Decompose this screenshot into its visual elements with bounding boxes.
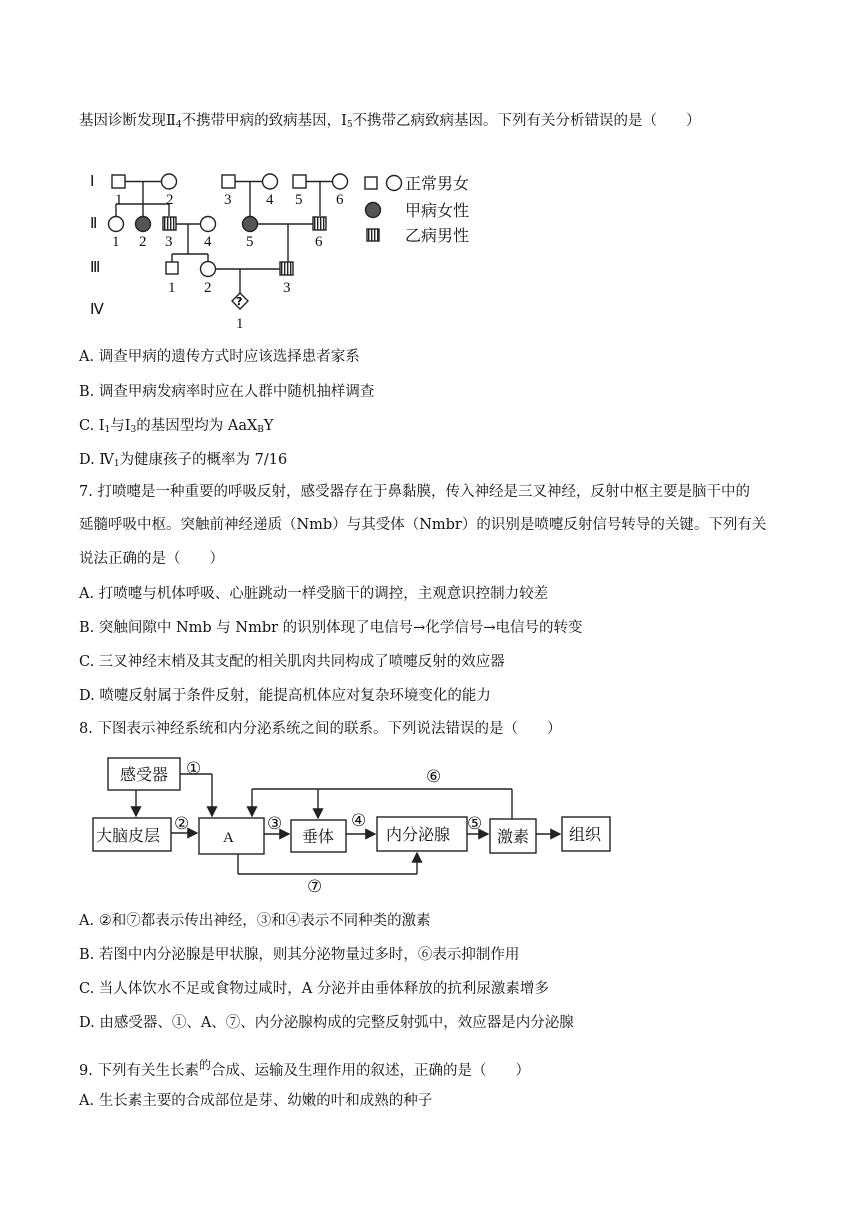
- individual-number: 2: [166, 192, 174, 208]
- label-6: ⑥: [426, 767, 442, 787]
- individual-number: 1: [168, 280, 176, 296]
- individual-number: 3: [165, 234, 173, 250]
- individual-number: 1: [236, 316, 244, 332]
- individual-number: 3: [283, 280, 291, 296]
- q6-option-c: C. $Ⅰ_1$与$Ⅰ_3$的基因型均为 AaX$_B$Y: [79, 418, 274, 435]
- generation-label: Ⅳ: [90, 302, 104, 318]
- pituitary-box: 垂体: [302, 827, 335, 846]
- individual-number: 5: [295, 192, 303, 208]
- q7-stem-line-1: 7. 打喷嚏是一种重要的呼吸反射，感受器存在于鼻黏膜，传入神经是三叉神经，反射中枢主要是脑干中的: [79, 484, 750, 500]
- generation-label: Ⅰ: [90, 174, 95, 190]
- q7-stem-line-3: 说法正确的是（ ）: [79, 551, 224, 567]
- q6-option-a: A. 调查甲病的遗传方式时应该选择患者家系: [79, 349, 360, 365]
- label-5: ⑤: [467, 814, 483, 834]
- q9-option-a: A. 生长素主要的合成部位是芽、幼嫩的叶和成熟的种子: [79, 1093, 433, 1109]
- label-1: ①: [186, 759, 202, 779]
- proband-question-mark: ?: [236, 295, 243, 308]
- legend-normal: 正常男女: [405, 174, 470, 193]
- legend-disease-a: 甲病女性: [405, 201, 470, 220]
- hormone-box: 激素: [497, 827, 530, 846]
- individual-number: 5: [246, 234, 254, 250]
- receptor-box: 感受器: [120, 765, 169, 784]
- individual-number: 2: [204, 280, 212, 296]
- cortex-box: 大脑皮层: [96, 826, 161, 845]
- individual-number: 1: [115, 192, 123, 208]
- q8-option-d: D. 由感受器、①、A、⑦、内分泌腺构成的完整反射弧中，效应器是内分泌腺: [79, 1015, 574, 1031]
- generation-label: Ⅱ: [90, 216, 98, 232]
- intro-line: 基因诊断发现$Ⅱ_4$不携带甲病的致病基因，$Ⅰ_5$不携带乙病致病基因。下列有关分析错误的是（ ）: [79, 113, 701, 130]
- legend-disease-b: 乙病男性: [405, 226, 470, 245]
- individual-number: 1: [112, 234, 120, 250]
- label-3: ③: [267, 814, 283, 834]
- individual-number: 4: [266, 192, 274, 208]
- label-7: ⑦: [307, 877, 323, 897]
- q8-option-a: A. ②和⑦都表示传出神经，③和④表示不同种类的激素: [79, 913, 431, 929]
- center-a-box: A: [223, 830, 234, 846]
- individual-number: 2: [139, 234, 147, 250]
- q7-option-b: B. 突触间隙中 Nmb 与 Nmbr 的识别体现了电信号→化学信号→电信号的转变: [79, 620, 583, 636]
- q6-option-d: D. $Ⅳ_1$为健康孩子的概率为 7/16: [79, 452, 288, 469]
- neuro-endocrine-diagram: [88, 752, 618, 897]
- individual-number: 4: [204, 234, 212, 250]
- q7-stem-line-2: 延髓呼吸中枢。突触前神经递质（Nmb）与其受体（Nmbr）的识别是喷嚏反射信号转导的关键。下列有关: [79, 517, 767, 533]
- q8-stem: 8. 下图表示神经系统和内分泌系统之间的联系。下列说法错误的是（ ）: [79, 721, 562, 737]
- q7-option-d: D. 喷嚏反射属于条件反射，能提高机体应对复杂环境变化的能力: [79, 688, 491, 704]
- individual-number: 6: [336, 192, 344, 208]
- individual-number: 3: [224, 192, 232, 208]
- generation-label: Ⅲ: [90, 260, 101, 276]
- label-2: ②: [174, 814, 190, 834]
- pedigree-diagram: [80, 164, 510, 336]
- tissue-box: 组织: [569, 825, 602, 844]
- q8-option-b: B. 若图中内分泌腺是甲状腺，则其分泌物量过多时，⑥表示抑制作用: [79, 947, 520, 963]
- individual-number: 6: [315, 234, 323, 250]
- q9-stem: 9. 下列有关生长素$^的$合成、运输及生理作用的叙述，正确的是（ ）: [79, 1058, 530, 1079]
- q7-option-a: A. 打喷嚏与机体呼吸、心脏跳动一样受脑干的调控，主观意识控制力较差: [79, 586, 549, 602]
- q7-option-c: C. 三叉神经末梢及其支配的相关肌肉共同构成了喷嚏反射的效应器: [79, 654, 505, 670]
- label-4: ④: [351, 811, 367, 831]
- q8-option-c: C. 当人体饮水不足或食物过咸时，A 分泌并由垂体释放的抗利尿激素增多: [79, 981, 549, 997]
- gland-box: 内分泌腺: [386, 825, 451, 844]
- q6-option-b: B. 调查甲病发病率时应在人群中随机抽样调查: [79, 384, 375, 400]
